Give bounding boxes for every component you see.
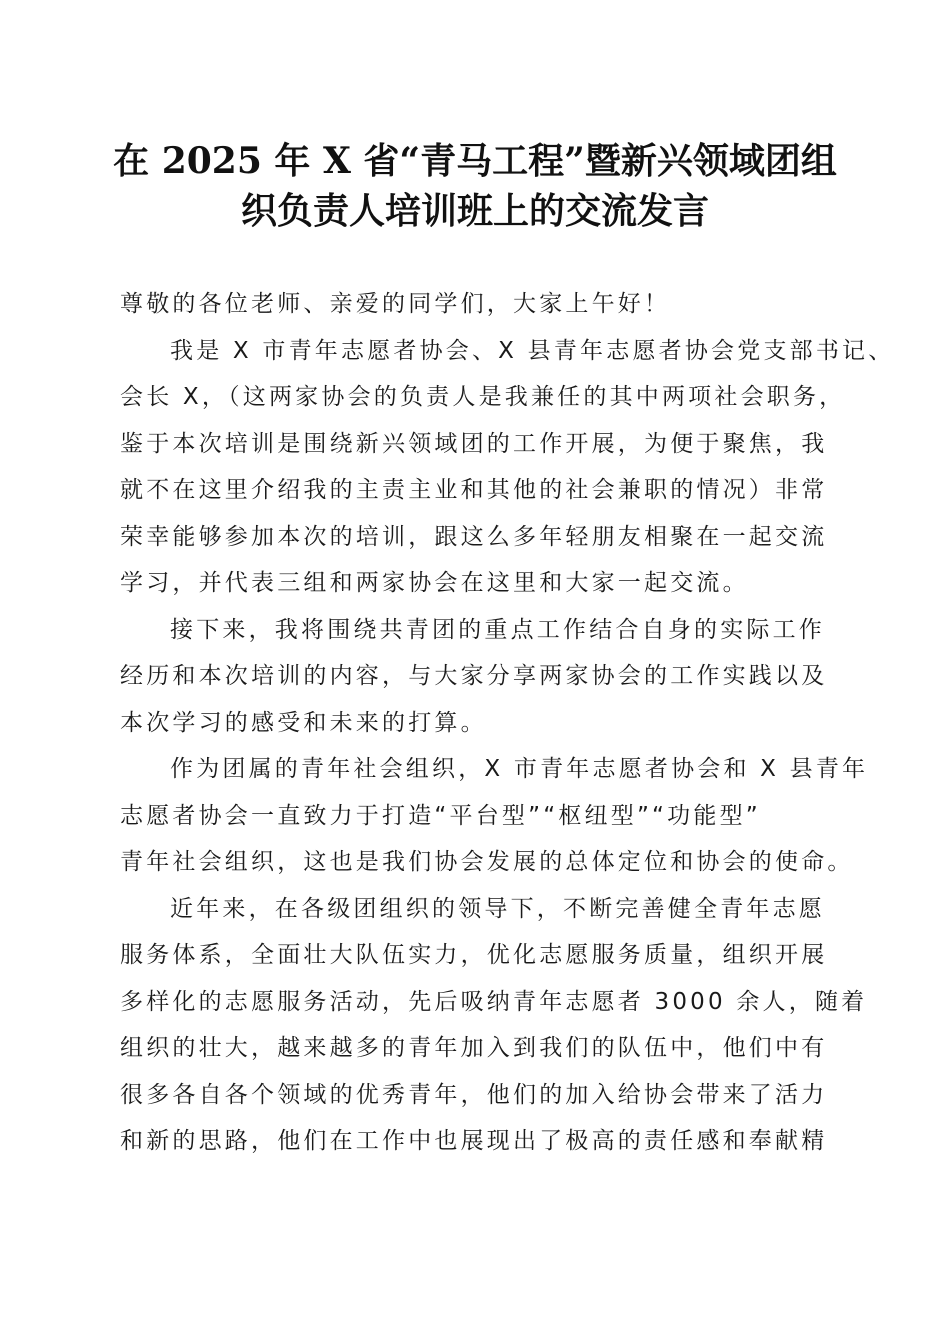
paragraph-2-line-3: 本次学习的感受和未来的打算。 (120, 709, 487, 736)
paragraph-4-line-4: 组织的壮大，越来越多的青年加入到我们的队伍中，他们中有 (120, 1035, 828, 1061)
paragraph-4-line-3: 多样化的志愿服务活动，先后吸纳青年志愿者 3000 余人，随着 (120, 988, 868, 1015)
paragraph-4-line-5: 很多各自各个领域的优秀青年，他们的加入给协会带来了活力 (120, 1081, 828, 1108)
paragraph-3-line-2: 志愿者协会一直致力于打造“平台型”“枢纽型”“功能型” (120, 802, 761, 829)
paragraph-2-line-1: 接下来，我将围绕共青团的重点工作结合自身的实际工作 (170, 616, 825, 643)
title-line-2: 织负责人培训班上的交流发言 (240, 190, 709, 232)
paragraph-1-line-1: 我是 X 市青年志愿者协会、X 县青年志愿者协会党支部书记、 (170, 337, 895, 364)
paragraph-4-line-6: 和新的思路，他们在工作中也展现出了极高的责任感和奉献精 (120, 1128, 828, 1154)
paragraph-3-line-3: 青年社会组织，这也是我们协会发展的总体定位和协会的使命。 (120, 849, 854, 875)
paragraph-4-line-1: 近年来，在各级团组织的领导下，不断完善健全青年志愿 (170, 895, 825, 922)
paragraph-1-line-6: 学习，并代表三组和两家协会在这里和大家一起交流。 (120, 570, 749, 596)
paragraph-1-line-3: 鉴于本次培训是围绕新兴领域团的工作开展，为便于聚焦，我 (120, 430, 828, 457)
greeting-line: 尊敬的各位老师、亲爱的同学们，大家上午好！ (120, 291, 671, 317)
paragraph-1-line-2: 会长 X，（这两家协会的负责人是我兼任的其中两项社会职务， (120, 384, 846, 410)
title-line-1: 在 2025 年 X 省“青马工程”暨新兴领域团组 (113, 140, 837, 182)
paragraph-4-line-2: 服务体系，全面壮大队伍实力，优化志愿服务质量，组织开展 (120, 942, 828, 968)
document-body (120, 281, 895, 1165)
paragraph-2-line-2: 经历和本次培训的内容，与大家分享两家协会的工作实践以及 (120, 663, 828, 689)
document-title (100, 136, 850, 236)
paragraph-3-line-1: 作为团属的青年社会组织，X 市青年志愿者协会和 X 县青年 (170, 756, 869, 782)
paragraph-1-line-5: 荣幸能够参加本次的培训，跟这么多年轻朋友相聚在一起交流 (120, 523, 828, 550)
paragraph-1-line-4: 就不在这里介绍我的主责主业和其他的社会兼职的情况）非常 (120, 477, 828, 503)
